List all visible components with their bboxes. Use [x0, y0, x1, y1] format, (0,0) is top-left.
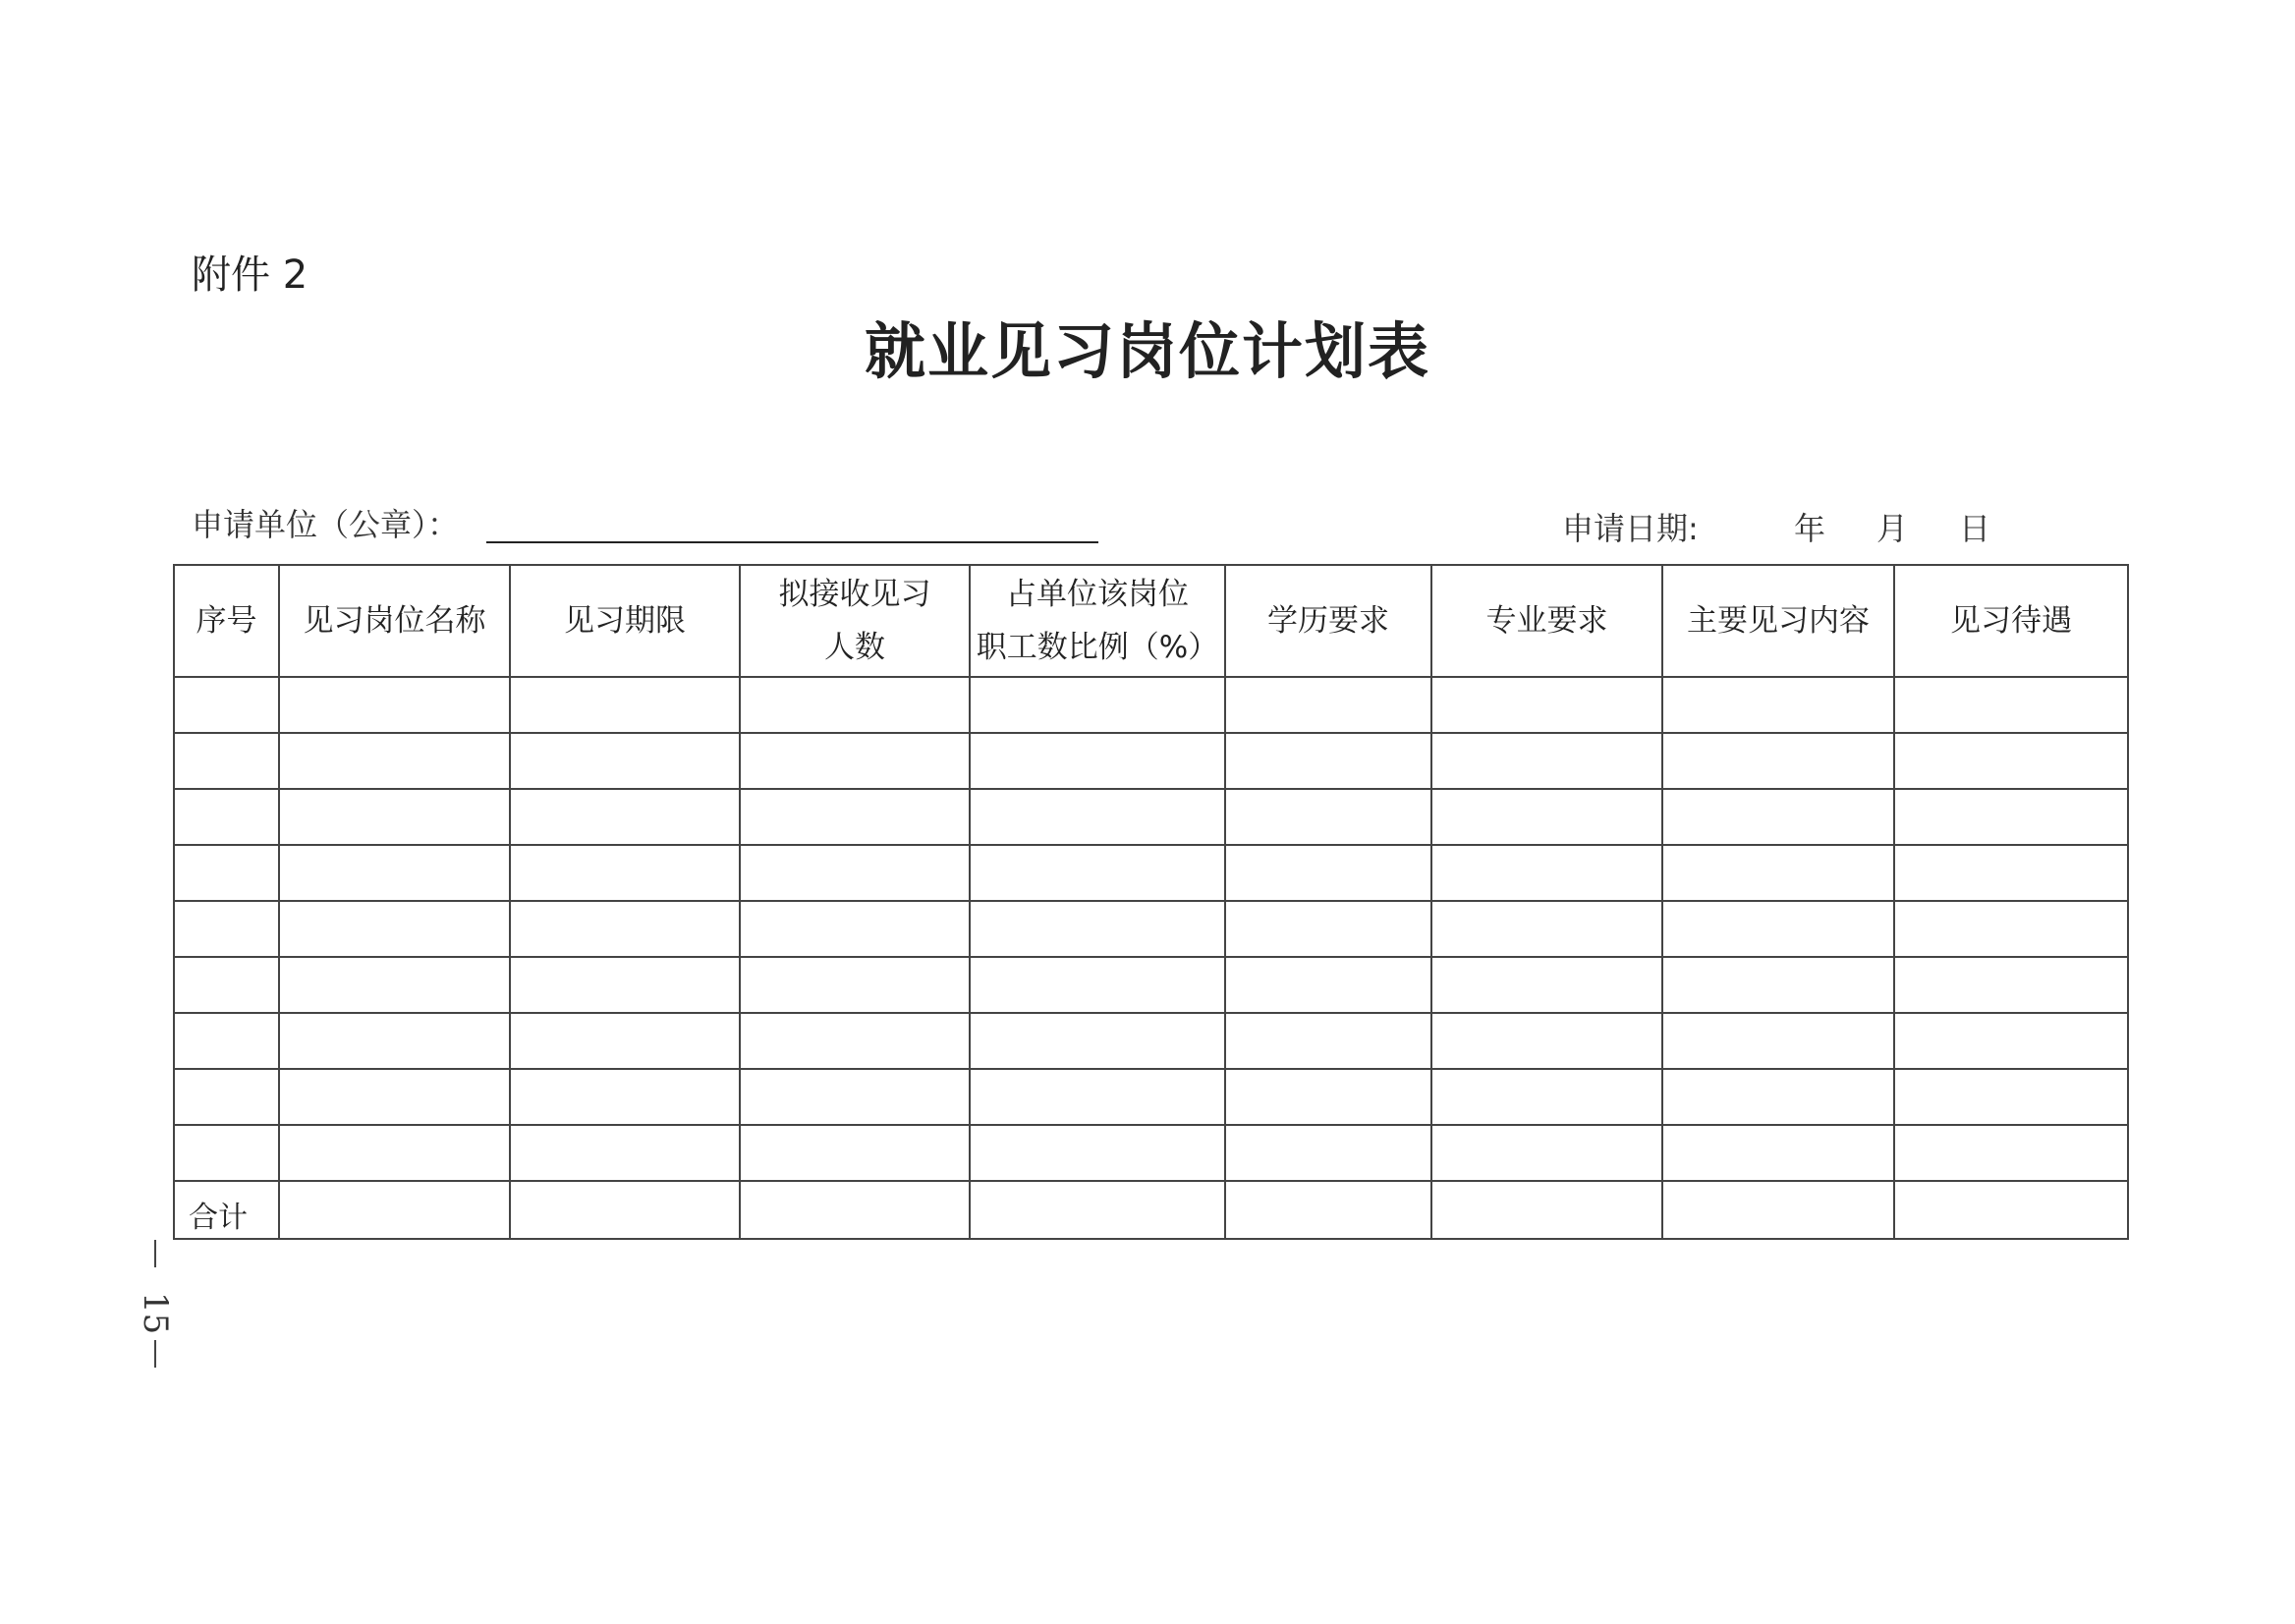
header-planned-intake: 拟接收见习 人数: [740, 565, 970, 677]
table-cell[interactable]: [510, 1125, 740, 1181]
date-year-label: 年: [1794, 510, 1826, 547]
table-cell[interactable]: [279, 1125, 510, 1181]
table-cell[interactable]: [1894, 901, 2128, 957]
table-cell[interactable]: [1894, 957, 2128, 1013]
table-cell[interactable]: [1431, 901, 1662, 957]
applicant-input-line[interactable]: [486, 541, 1098, 543]
table-cell[interactable]: [279, 1013, 510, 1069]
table-cell[interactable]: [740, 957, 970, 1013]
table-cell[interactable]: [740, 1013, 970, 1069]
table-cell[interactable]: [174, 901, 279, 957]
table-cell[interactable]: [1431, 1069, 1662, 1125]
table-cell[interactable]: [1662, 1069, 1894, 1125]
table-cell[interactable]: [740, 733, 970, 789]
date-day-label: 日: [1959, 510, 1991, 547]
table-cell[interactable]: [1662, 901, 1894, 957]
table-cell[interactable]: [279, 1069, 510, 1125]
page-number-dash-top: [154, 1240, 156, 1267]
table-cell[interactable]: [1225, 1181, 1431, 1239]
table-cell[interactable]: [1225, 957, 1431, 1013]
table-row: [174, 957, 2128, 1013]
table-cell[interactable]: [1431, 1013, 1662, 1069]
table-cell[interactable]: [1662, 789, 1894, 845]
table-cell[interactable]: [174, 957, 279, 1013]
header-internship-period: 见习期限: [510, 565, 740, 677]
attachment-label: 附件 2: [192, 252, 308, 298]
table-cell[interactable]: [970, 1181, 1225, 1239]
table-cell[interactable]: [510, 845, 740, 901]
table-cell[interactable]: [174, 677, 279, 733]
table-cell[interactable]: [174, 845, 279, 901]
table-cell[interactable]: [1894, 1069, 2128, 1125]
table-cell[interactable]: [1662, 733, 1894, 789]
table-cell[interactable]: [1431, 1181, 1662, 1239]
table-cell[interactable]: [279, 1181, 510, 1239]
table-cell[interactable]: [1431, 845, 1662, 901]
table-cell[interactable]: [510, 789, 740, 845]
table-cell[interactable]: [970, 677, 1225, 733]
table-cell[interactable]: [740, 1125, 970, 1181]
table-cell[interactable]: [1225, 901, 1431, 957]
header-staff-ratio: 占单位该岗位 职工数比例（%）: [970, 565, 1225, 677]
table-cell[interactable]: [1225, 845, 1431, 901]
header-serial-number: 序号: [174, 565, 279, 677]
table-cell[interactable]: [970, 1069, 1225, 1125]
table-cell[interactable]: [1431, 1125, 1662, 1181]
table-cell[interactable]: [1225, 789, 1431, 845]
table-cell[interactable]: [1431, 789, 1662, 845]
table-cell[interactable]: [174, 1069, 279, 1125]
table-cell[interactable]: [970, 1125, 1225, 1181]
table-cell[interactable]: [510, 1069, 740, 1125]
table-cell[interactable]: [510, 733, 740, 789]
table-row: [174, 1013, 2128, 1069]
table-cell[interactable]: [1431, 733, 1662, 789]
table-cell[interactable]: [1662, 957, 1894, 1013]
table-cell[interactable]: [1894, 677, 2128, 733]
table-cell[interactable]: [970, 957, 1225, 1013]
table-cell[interactable]: [1894, 1125, 2128, 1181]
table-cell[interactable]: [174, 1013, 279, 1069]
table-cell[interactable]: [1225, 1069, 1431, 1125]
table-cell[interactable]: [279, 845, 510, 901]
table-cell[interactable]: [1894, 733, 2128, 789]
table-cell[interactable]: [1894, 1181, 2128, 1239]
table-cell[interactable]: [510, 957, 740, 1013]
total-label: 合计: [174, 1181, 279, 1239]
page-title: 就业见习岗位计划表: [864, 315, 1430, 387]
table-cell[interactable]: [1225, 677, 1431, 733]
internship-plan-table: [173, 564, 2129, 1240]
table-cell[interactable]: [279, 677, 510, 733]
table-cell[interactable]: [740, 1181, 970, 1239]
table-cell[interactable]: [174, 733, 279, 789]
table-cell[interactable]: [174, 789, 279, 845]
table-header-row: [174, 565, 2128, 677]
table-cell[interactable]: [510, 901, 740, 957]
table-row: [174, 1125, 2128, 1181]
applicant-label: 申请单位（公章）：: [192, 506, 460, 543]
header-position-name: 见习岗位名称: [279, 565, 510, 677]
table-row: [174, 789, 2128, 845]
table-cell[interactable]: [510, 1013, 740, 1069]
table-cell[interactable]: [279, 789, 510, 845]
table-cell[interactable]: [1225, 1013, 1431, 1069]
page-number: [136, 1240, 175, 1368]
table-row: [174, 733, 2128, 789]
table-cell[interactable]: [510, 1181, 740, 1239]
table-cell[interactable]: [1225, 733, 1431, 789]
table-cell[interactable]: [1662, 1181, 1894, 1239]
date-label: 申请日期:: [1562, 510, 1699, 547]
table-cell[interactable]: [1662, 677, 1894, 733]
header-education-requirement: 学历要求: [1225, 565, 1431, 677]
table-cell[interactable]: [1662, 845, 1894, 901]
table-cell[interactable]: [740, 845, 970, 901]
table-cell[interactable]: [740, 1069, 970, 1125]
table-cell[interactable]: [740, 901, 970, 957]
table-total-row: [174, 1181, 2128, 1239]
table-cell[interactable]: [279, 733, 510, 789]
page-number-text: 15: [136, 1292, 175, 1335]
table-cell[interactable]: [970, 789, 1225, 845]
table-cell[interactable]: [1225, 1125, 1431, 1181]
header-benefits: 见习待遇: [1894, 565, 2128, 677]
table-cell[interactable]: [1894, 789, 2128, 845]
date-month-label: 月: [1876, 510, 1909, 547]
table-cell[interactable]: [970, 845, 1225, 901]
table-cell[interactable]: [279, 901, 510, 957]
table-cell[interactable]: [1894, 1013, 2128, 1069]
table-cell[interactable]: [740, 677, 970, 733]
table-row: [174, 677, 2128, 733]
table-row: [174, 1069, 2128, 1125]
table-cell[interactable]: [1431, 677, 1662, 733]
table-row: [174, 901, 2128, 957]
page-number-dash-bottom: [154, 1340, 156, 1368]
table-cell[interactable]: [740, 789, 970, 845]
table-cell[interactable]: [1662, 1125, 1894, 1181]
table-cell[interactable]: [510, 677, 740, 733]
table-cell[interactable]: [1894, 845, 2128, 901]
table-row: [174, 845, 2128, 901]
table-cell[interactable]: [174, 1125, 279, 1181]
table-cell[interactable]: [970, 901, 1225, 957]
table-cell[interactable]: [279, 957, 510, 1013]
table-cell[interactable]: [970, 1013, 1225, 1069]
table-cell[interactable]: [970, 733, 1225, 789]
table-cell[interactable]: [1662, 1013, 1894, 1069]
header-major-requirement: 专业要求: [1431, 565, 1662, 677]
header-main-content: 主要见习内容: [1662, 565, 1894, 677]
table-cell[interactable]: [1431, 957, 1662, 1013]
